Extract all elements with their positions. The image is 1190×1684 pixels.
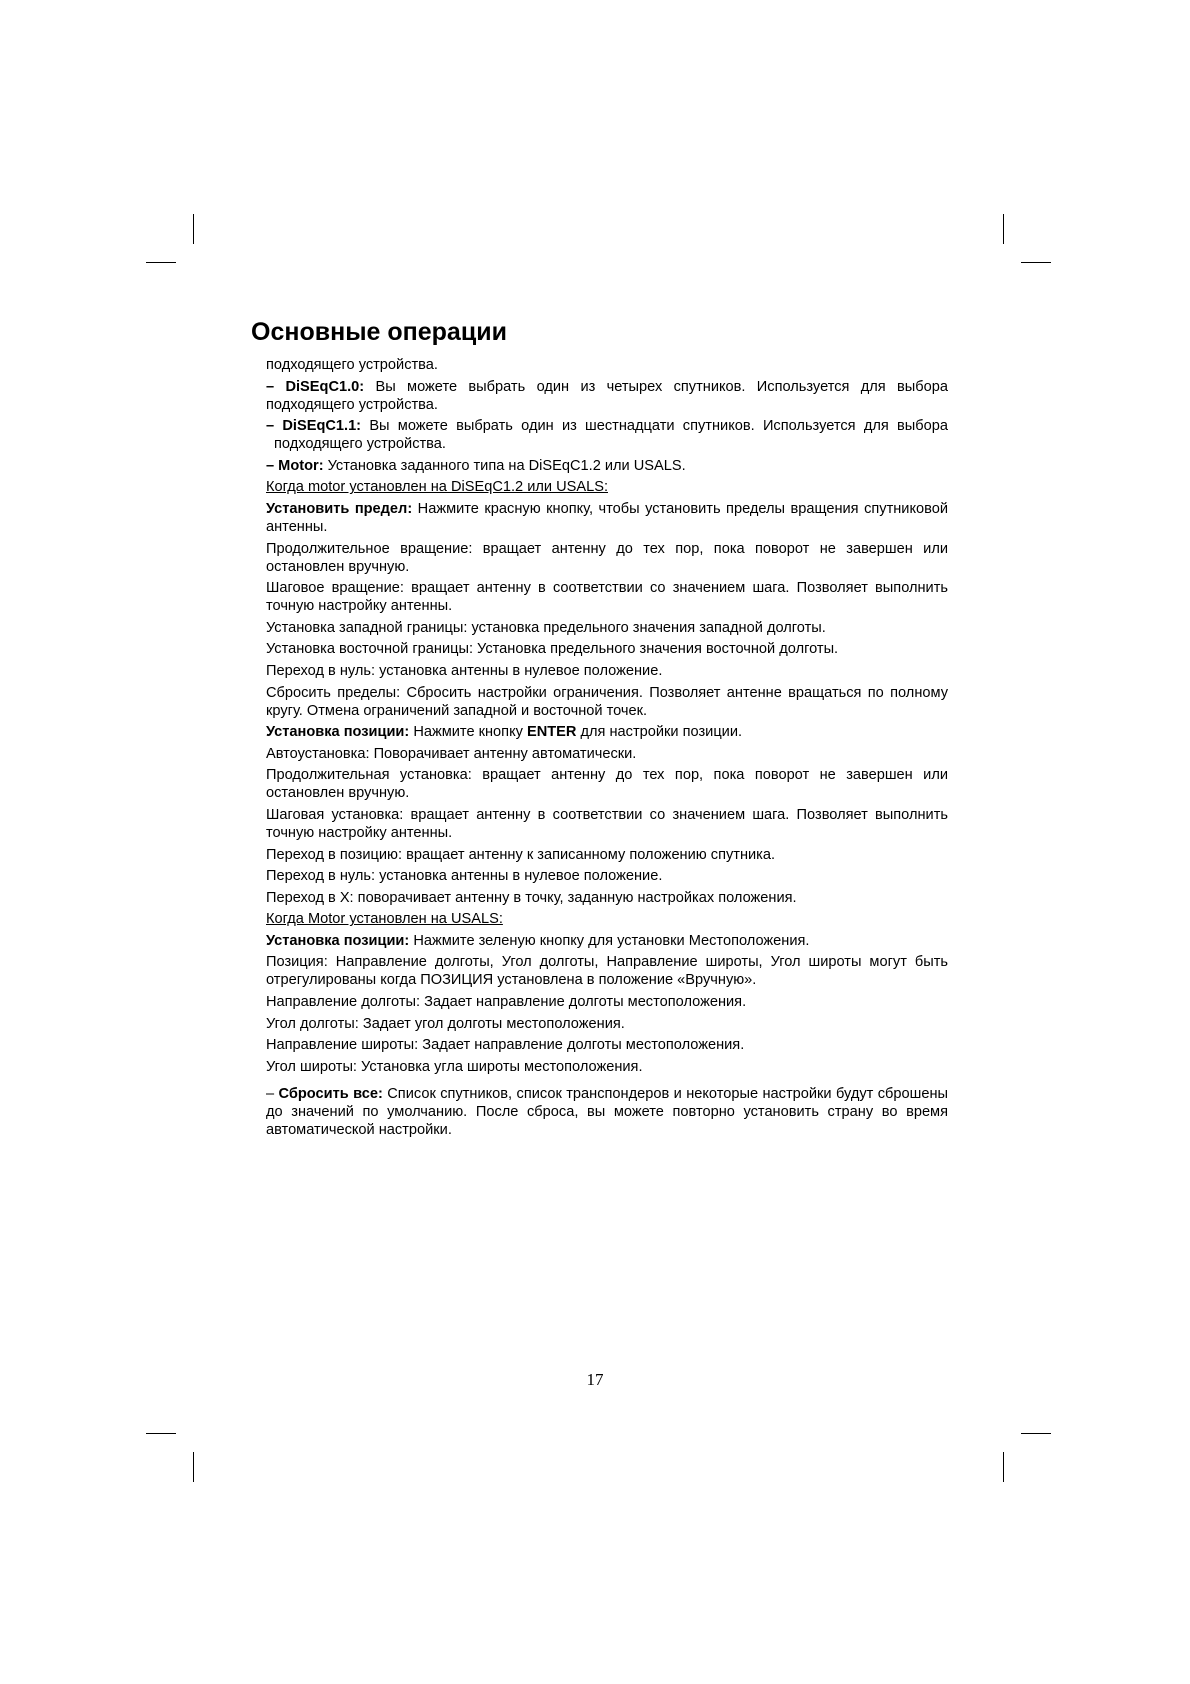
paragraph: Переход в нуль: установка антенны в нулевое положение. bbox=[266, 662, 663, 679]
crop-mark-top-right-horizontal bbox=[1021, 262, 1051, 263]
paragraph: Сбросить пределы: Сбросить настройки ограничения. Позволяет антенне вращаться по полному кругу. Отмена ограничений западной и восточной точек. bbox=[266, 684, 948, 719]
body-text bbox=[266, 356, 948, 1142]
crop-mark-bottom-right-horizontal bbox=[1021, 1433, 1051, 1434]
paragraph: Шаговое вращение: вращает антенну в соответствии со значением шага. Позволяет выполнить точную настройку антенны. bbox=[266, 580, 948, 615]
paragraph-diseqc10: – DiSEqC1.0: Вы можете выбрать один из четырех спутников. Используется для выбора подходящего устройства. bbox=[266, 378, 948, 413]
crop-mark-top-right-vertical bbox=[1003, 214, 1004, 244]
section-heading-usals: Когда Motor установлен на USALS: bbox=[266, 911, 503, 928]
paragraph: Позиция: Направление долготы, Угол долготы, Направление широты, Угол широты могут быть отрегулированы когда ПОЗИЦИЯ установлена в положение «Вручную». bbox=[266, 954, 948, 989]
paragraph: Установить предел: Нажмите красную кнопку, чтобы установить пределы вращения спутниковой антенны. bbox=[266, 500, 948, 535]
paragraph-reset-all: – Сбросить все: Список спутников, список транспондеров и некоторые настройки будут сброшены до значений по умолчанию. После сброса, вы можете повторно установить страну во время автоматической настройки. bbox=[266, 1085, 948, 1138]
crop-mark-top-left-vertical bbox=[193, 214, 194, 244]
paragraph: Переход в позицию: вращает антенну к записанному положению спутника. bbox=[266, 846, 776, 863]
paragraph: Продолжительная установка: вращает антенну до тех пор, пока поворот не завершен или остановлен вручную. bbox=[266, 767, 948, 802]
paragraph: Угол долготы: Задает угол долготы местоположения. bbox=[266, 1015, 625, 1032]
paragraph: Переход в X: поворачивает антенну в точку, заданную настройках положения. bbox=[266, 889, 797, 906]
crop-mark-bottom-left-vertical bbox=[193, 1452, 194, 1482]
paragraph: Установка западной границы: установка предельного значения западной долготы. bbox=[266, 619, 826, 636]
paragraph: Угол широты: Установка угла широты местоположения. bbox=[266, 1058, 643, 1075]
paragraph: Шаговая установка: вращает антенну в соответствии со значением шага. Позволяет выполнить точную настройку антенны. bbox=[266, 806, 948, 841]
crop-mark-bottom-left-horizontal bbox=[146, 1433, 176, 1434]
page-number: 17 bbox=[586, 1370, 604, 1389]
crop-mark-bottom-right-vertical bbox=[1003, 1452, 1004, 1482]
paragraph: Продолжительное вращение: вращает антенну до тех пор, пока поворот не завершен или остановлен вручную. bbox=[266, 540, 948, 575]
section-heading-diseqc12-usals: Когда motor установлен на DiSEqC1.2 или USALS: bbox=[266, 479, 608, 496]
paragraph: Направление широты: Задает направление долготы местоположения. bbox=[266, 1037, 745, 1054]
page-title: Основные операции bbox=[251, 318, 507, 346]
crop-mark-top-left-horizontal bbox=[146, 262, 176, 263]
paragraph: Установка позиции: Нажмите зеленую кнопку для установки Местоположения. bbox=[266, 932, 810, 949]
paragraph: Автоустановка: Поворачивает антенну автоматически. bbox=[266, 745, 637, 762]
paragraph-motor: – Motor: Установка заданного типа на DiSEqC1.2 или USALS. bbox=[266, 457, 686, 474]
paragraph: Установка восточной границы: Установка предельного значения восточной долготы. bbox=[266, 641, 839, 658]
paragraph: Направление долготы: Задает направление долготы местоположения. bbox=[266, 994, 747, 1011]
paragraph: подходящего устройства. bbox=[266, 357, 438, 373]
paragraph: Переход в нуль: установка антенны в нулевое положение. bbox=[266, 868, 663, 885]
paragraph: Установка позиции: Нажмите кнопку ENTER для настройки позиции. bbox=[266, 724, 743, 741]
paragraph-diseqc11: – DiSEqC1.1: Вы можете выбрать один из шестнадцати спутников. Используется для выбора подходящего устройства. bbox=[266, 418, 948, 453]
